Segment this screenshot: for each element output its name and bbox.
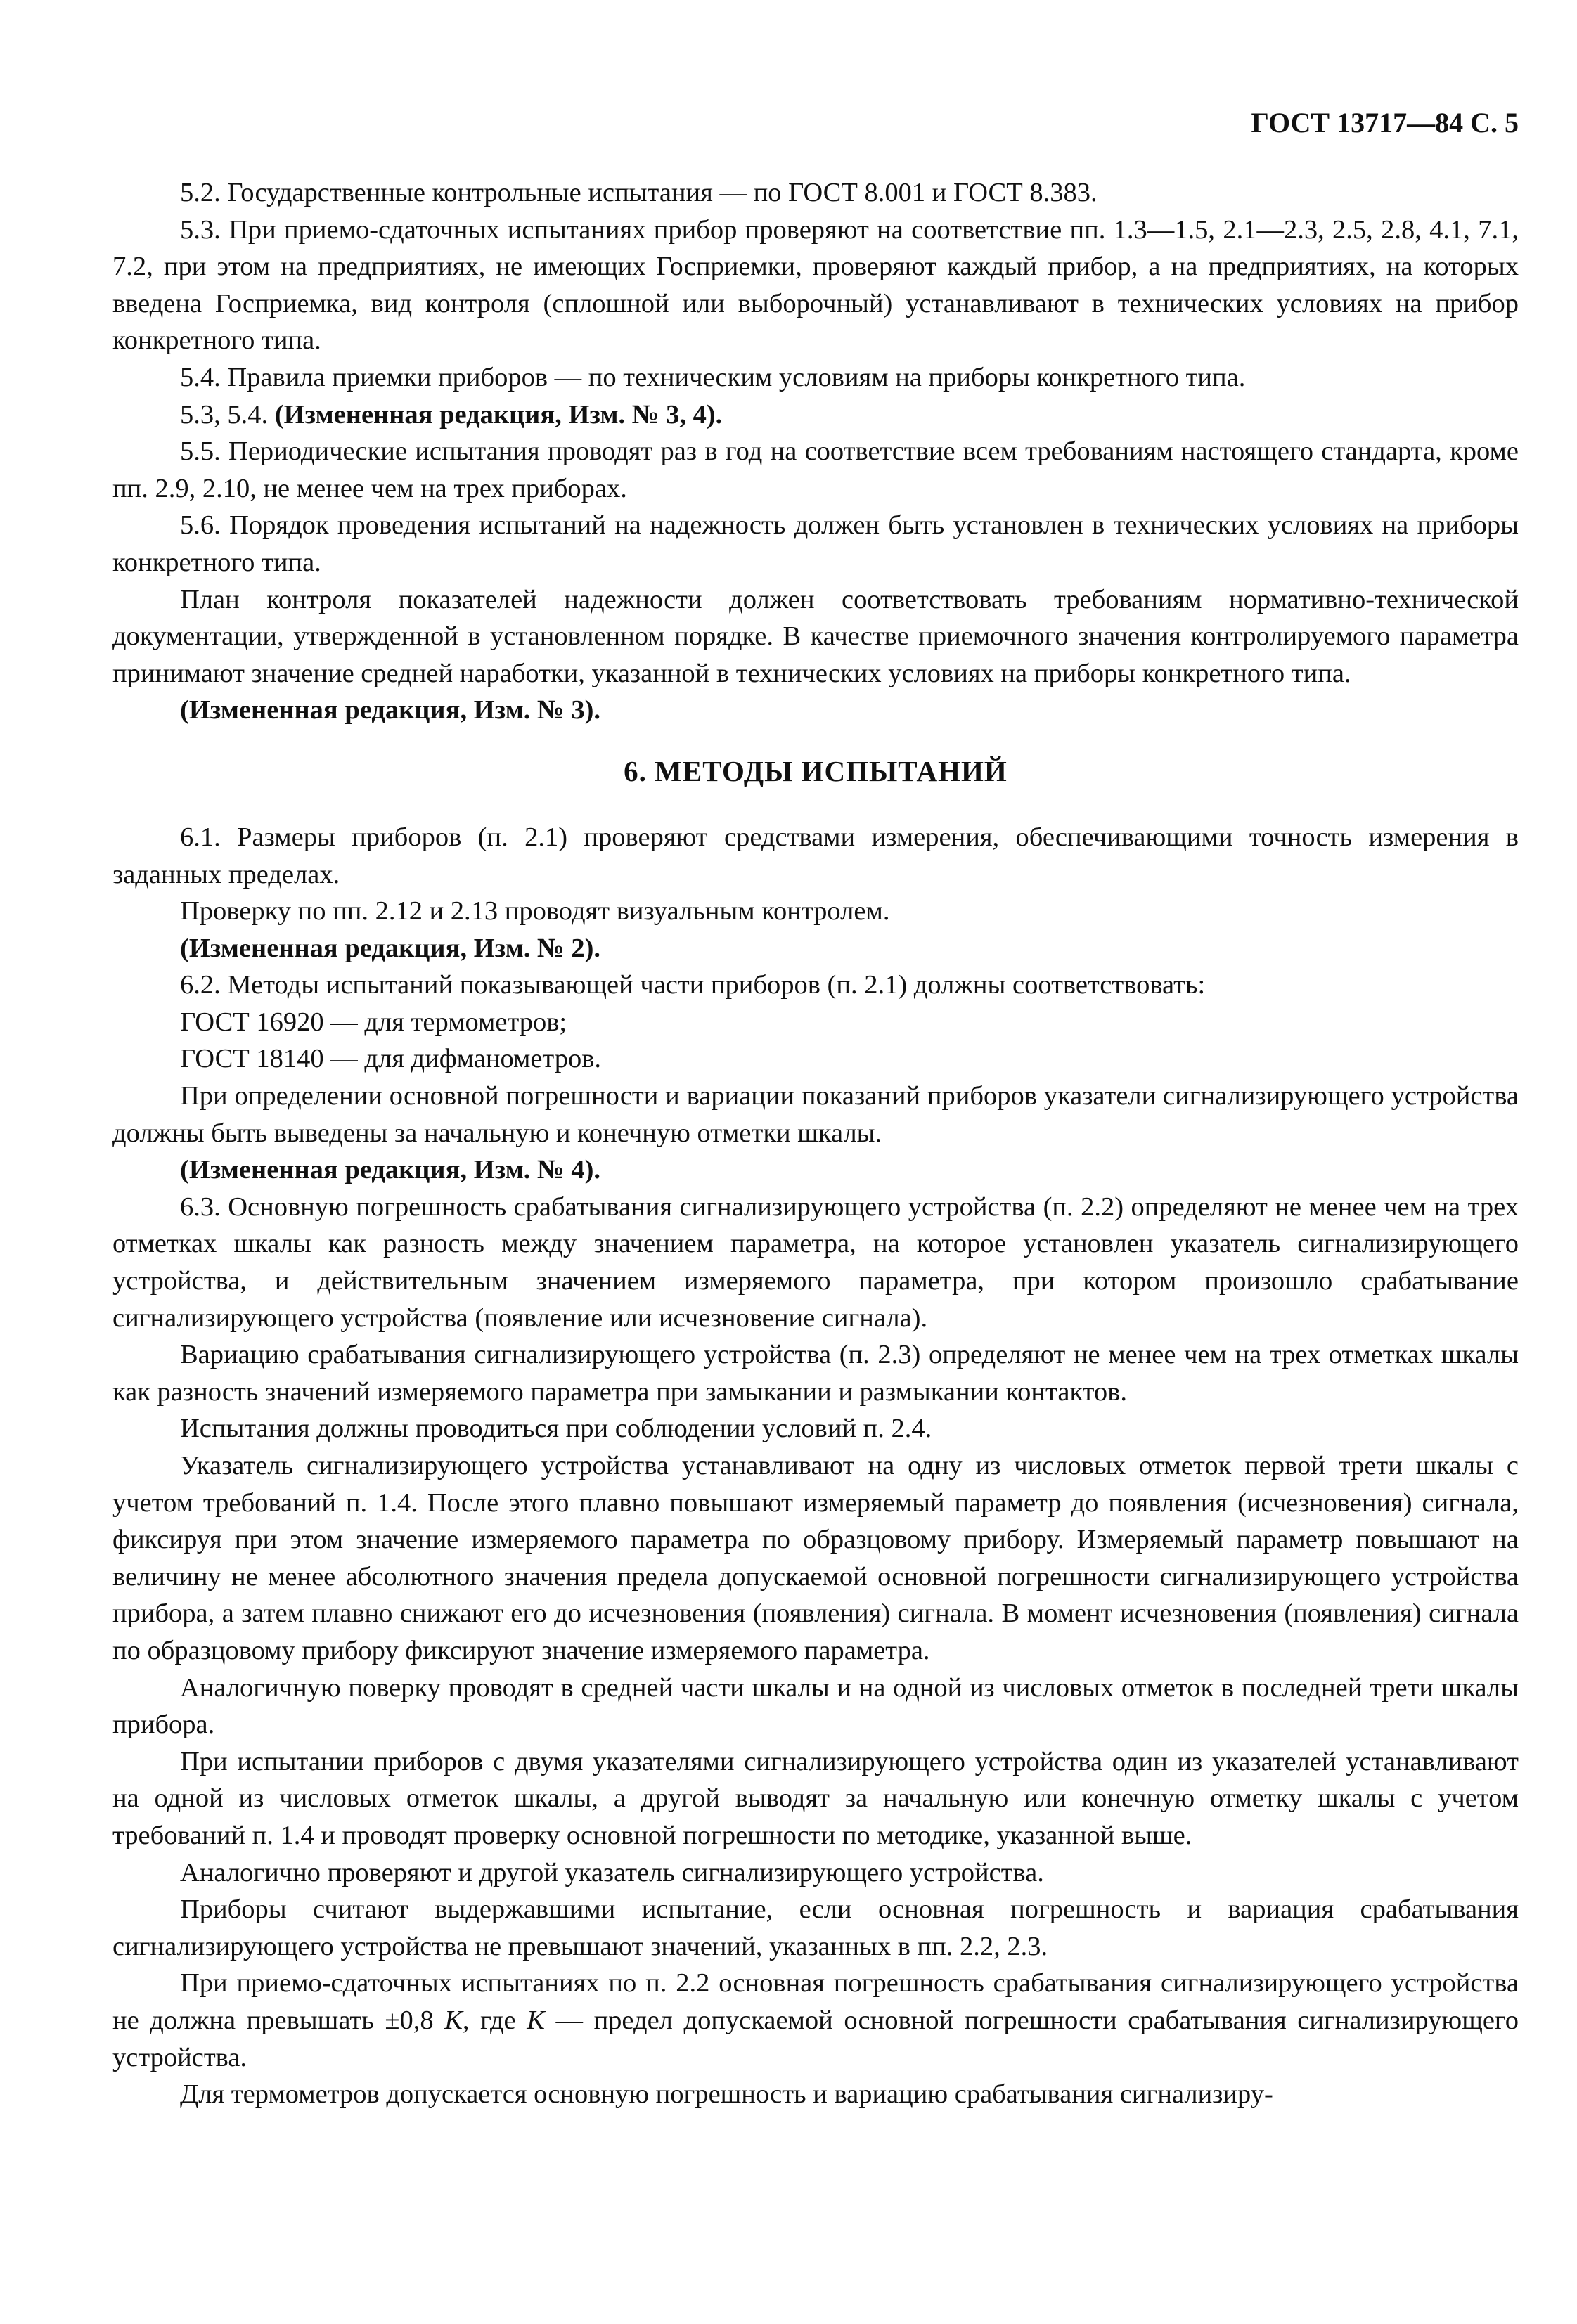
amendment-note-6-2: (Измененная редакция, Изм. № 4). [180,1155,601,1185]
running-header: ГОСТ 13717—84 С. 5 [1251,107,1519,138]
amendment-note-5-3-5-4 [112,396,1519,434]
paragraph-5-3: 5.3. При приемо-сдаточных испытаниях прибор проверяют на соответствие пп. 1.3—1.5, 2.1—2.3, 2.5, 2.8, 4.1, 7.1, 7.2, при этом на предприятиях, не имеющих Госприемки, проверяют каждый прибор, а на предприятиях, на которых введена Госприемка, вид контроля (сплошной или выборочный) устанавливают в технических условиях на прибор конкретного типа. [112,214,1519,356]
acceptance-text-a: При приемо-сдаточных испытаниях по п. 2.2 основная погрешность срабатывания сигнализирующего устройства не должна превышать ±0,8 [112,1968,1519,2035]
amendment-note-5-6: (Измененная редакция, Изм. № 3). [180,695,601,725]
paragraph-6-3-conditions: Испытания должны проводиться при соблюдении условий п. 2.4. [180,1414,932,1444]
paragraph-6-2: 6.2. Методы испытаний показывающей части приборов (п. 2.1) должны соответствовать: [180,970,1206,1000]
paragraph-6-2-thermometers: ГОСТ 16920 — для термометров; [180,1007,567,1037]
paragraph-6-3: 6.3. Основную погрешность срабатывания сигнализирующего устройства (п. 2.2) определяют не менее чем на трех отметках шкалы как разность между значением параметра, на которое установлен указатель сигнализирующего устройства, и действительным значением измеряемого параметра, при котором произошло срабатывание сигнализирующего устройства (появление или исчезновение сигнала). [112,1192,1519,1333]
paragraph-5-5: 5.5. Периодические испытания проводят раз в год на соответствие всем требованиям настоящего стандарта, кроме пп. 2.9, 2.10, не менее чем на трех приборах. [112,437,1519,503]
paragraph-6-3-acceptance [112,1965,1519,2076]
paragraph-6-3-thermometers: Для термометров допускается основную погрешность и вариацию срабатывания сигнализиру- [180,2079,1273,2110]
paragraph-6-2-dpgauges: ГОСТ 18140 — для дифманометров. [180,1044,602,1074]
paragraph-6-1: 6.1. Размеры приборов (п. 2.1) проверяют средствами измерения, обеспечивающими точность измерения в заданных пределах. [112,822,1519,889]
paragraph-6-3-pointer: Указатель сигнализирующего устройства устанавливают на одну из числовых отметок первой трети шкалы с учетом требований п. 1.4. После этого плавно повышают измеряемый параметр до появления (исчезновения) сигнала, фиксируя при этом значение измеряемого параметра по образцовому прибору. Измеряемый параметр повышают на величину не менее абсолютного значения предела допускаемой основной погрешности сигнализирующего устройства прибора, а затем плавно снижают его до исчезновения (появления) сигнала. В момент исчезновения (появления) сигнала по образцовому прибору фиксируют значение измеряемого параметра. [112,1451,1519,1665]
note-prefix: 5.3, 5.4. [180,399,275,430]
paragraph-6-3-variation: Вариацию срабатывания сигнализирующего устройства (п. 2.3) определяют не менее чем на трех отметках шкалы как разность значений измеряемого параметра при замыкании и размыкании контактов. [112,1340,1519,1407]
paragraph-6-1-visual: Проверку по пп. 2.12 и 2.13 проводят визуальным контролем. [180,896,890,927]
acceptance-text-b: , где [462,2005,527,2035]
section-6-title: 6. МЕТОДЫ ИСПЫТАНИЙ [624,754,1008,787]
paragraph-6-3-other-pointer: Аналогично проверяют и другой указатель сигнализирующего устройства. [180,1857,1044,1887]
acceptance-text-c: — предел допускаемой основной погрешности срабатывания сигнализирующего устройства. [112,2005,1519,2072]
paragraph-5-4: 5.4. Правила приемки приборов — по техническим условиям на приборы конкретного типа. [180,362,1246,392]
acceptance-k-symbol: K [444,2005,463,2035]
document-page [112,105,1519,2113]
paragraph-5-6: 5.6. Порядок проведения испытаний на надежность должен быть установлен в технических условиях на приборы конкретного типа. [112,510,1519,577]
paragraph-6-2-pointers: При определении основной погрешности и вариации показаний приборов указатели сигнализирующего устройства должны быть выведены за начальную и конечную отметки шкалы. [112,1081,1519,1148]
paragraph-5-2: 5.2. Государственные контрольные испытания — по ГОСТ 8.001 и ГОСТ 8.383. [180,178,1098,207]
acceptance-k-symbol-2: K [527,2005,545,2035]
paragraph-6-3-two-pointers: При испытании приборов с двумя указателями сигнализирующего устройства один из указателей устанавливают на одной из числовых отметок шкалы, а другой выводят за начальную или конечную отметку шкалы с учетом требований п. 1.4 и проводят проверку основной погрешности по методике, указанной выше. [112,1746,1519,1850]
note-bold: (Измененная редакция, Изм. № 3, 4). [274,399,723,430]
paragraph-6-3-passed: Приборы считают выдержавшими испытание, если основная погрешность и вариация срабатывания сигнализирующего устройства не превышают значений, указанных в пп. 2.2, 2.3. [112,1894,1519,1961]
amendment-note-6-1: (Измененная редакция, Изм. № 2). [180,933,601,963]
paragraph-5-6-plan: План контроля показателей надежности должен соответствовать требованиям нормативно-технической документации, утвержденной в установленном порядке. В качестве приемочного значения контролируемого параметра принимают значение средней наработки, указанной в технических условиях на приборы конкретного типа. [112,584,1519,688]
paragraph-6-3-similar: Аналогичную поверку проводят в средней части шкалы и на одной из числовых отметок в последней трети шкалы прибора. [112,1672,1519,1740]
